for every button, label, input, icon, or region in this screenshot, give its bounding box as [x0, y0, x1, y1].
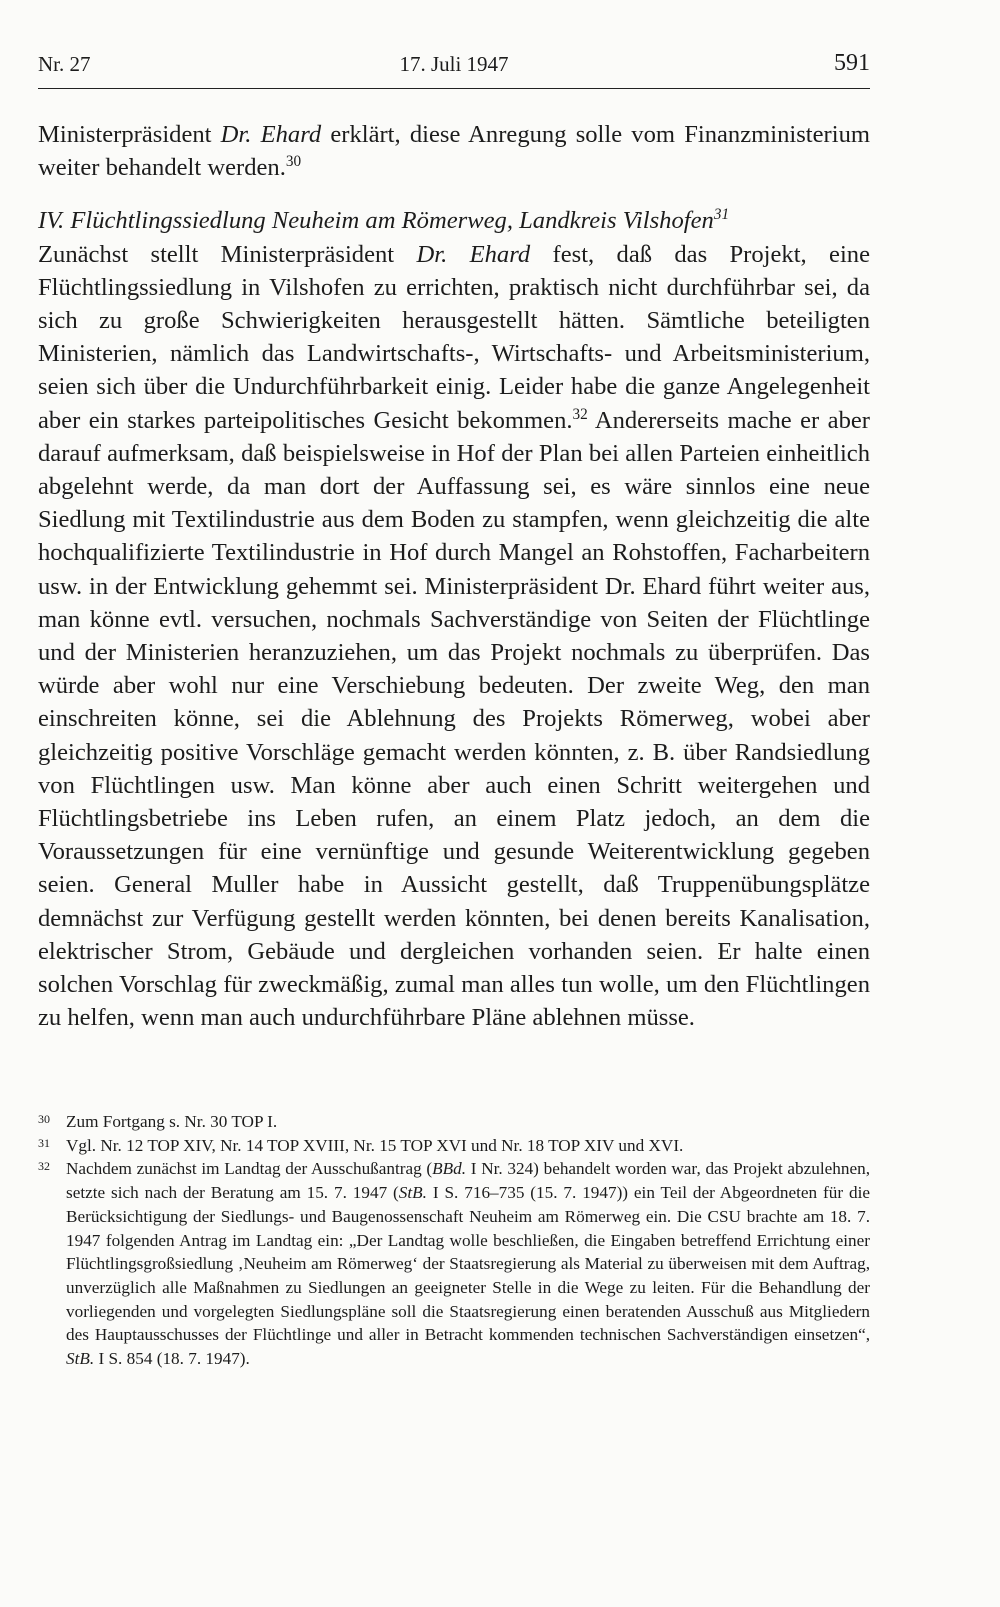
- person-name: Dr. Ehard: [416, 240, 531, 268]
- person-name: Dr. Ehard: [220, 121, 322, 148]
- footnote-text: I Nr. 324) behandelt worden war, das Projekt abzulehnen, setzte sich nach der Beratung am 15. 7. 1947 (: [66, 1159, 870, 1203]
- text-run: erklärt, diese Anregung solle vom Finanzministerium weiter behandelt werden.: [38, 121, 870, 182]
- footnote-ref-30[interactable]: 30: [285, 153, 302, 171]
- document-number: Nr. 27: [38, 52, 91, 76]
- citation-abbrev: BBd.: [432, 1159, 467, 1179]
- footnote-31: [38, 1134, 870, 1158]
- footnote-ref-32[interactable]: 32: [572, 405, 588, 423]
- footnote-text: I S. 716–735 (15. 7. 1947)) ein Teil der Abgeordneten für die Berücksichtigung der Siedlungs- und Baugenossenschaft Neuheim am Römerweg ein. Die CSU brachte am 18. 7. 1947 folgenden Antrag im Landtag ein: „Der Landtag wolle beschließen, die Eingaben betreffend Errichtung einer Flüchtlingsgroßsiedlung ‚Neuheim am Römerweg‘ der Staatsregierung als Material zu überweisen mit dem Auftrag, unverzüglich alle Maßnahmen zu Siedlungen an geeigneter Stelle in die Wege zu leiten. Für die Behandlung der vorliegenden und vorgelegten Siedlungspläne soll die Staatsregierung einen beratenden Ausschuß aus Mitgliedern des Hauptausschusses der Flüchtlinge und aller in Betracht kommenden technischen Sachverständigen einsetzen“,: [66, 1183, 870, 1345]
- footnote-text: Vgl. Nr. 12 TOP XIV, Nr. 14 TOP XVIII, Nr. 15 TOP XVI und Nr. 18 TOP XIV und XVI.: [66, 1135, 684, 1155]
- footnote-text: Nachdem zunächst im Landtag der Ausschußantrag (: [66, 1159, 433, 1179]
- footnote-number: 31: [38, 1135, 50, 1150]
- text-run: Ministerpräsident: [38, 121, 221, 148]
- text-run: Andererseits mache er aber darauf aufmerksam, daß beispielsweise in Hof der Plan bei allen Parteien einheitlich abgelehnt werde, da man dort der Auffassung sei, es wäre sinnlos eine neue Siedlung mit Textilindustrie aus dem Boden zu stampfen, wenn gleichzeitig die alte hochqualifizierte Textilindustrie in Hof durch Mangel an Rohstoffen, Facharbeitern usw. in der Entwicklung gehemmt sei. Ministerpräsident Dr. Ehard führt weiter aus, man könne evtl. versuchen, nochmals Sachverständige von Seiten der Flüchtlinge und der Ministerien heranzuziehen, um das Projekt nochmals zu überprüfen. Das würde aber wohl nur eine Verschiebung bedeuten. Der zweite Weg, den man einschreiten könne, sei die Ablehnung des Projekts Römerweg, wobei aber gleichzeitig positive Vorschläge gemacht werden könnten, z. B. über Randsiedlung von Flüchtlingen usw. Man könne aber auch einen Schritt weitergehen und Flüchtlingsbetriebe ins Leben rufen, an einem Platz jedoch, an dem die Voraussetzungen für eine vernünftige und gesunde Weiterentwicklung gegeben seien. General Muller habe in Aussicht gestellt, daß Truppenübungsplätze demnächst zur Verfügung gestellt werden könnten, bei denen bereits Kanalisation, elektrischer Strom, Gebäude und dergleichen vorhanden seien. Er halte einen solchen Vorschlag für zweckmäßig, zumal man alles tun wolle, um den Flüchtlingen zu helfen, wenn man auch undurchführbare Pläne ablehnen müsse.: [38, 406, 870, 1032]
- footnote-number: 32: [38, 1159, 50, 1174]
- paragraph-1: [38, 118, 870, 184]
- section-heading: [38, 204, 870, 237]
- running-header: [38, 52, 870, 86]
- footnote-ref-31[interactable]: 31: [713, 206, 730, 224]
- text-run: Zunächst stellt Ministerpräsident: [38, 240, 417, 268]
- footnote-30: [38, 1110, 870, 1134]
- footnote-number: 30: [38, 1112, 50, 1126]
- footnotes: [38, 1110, 870, 1371]
- footnote-text: Zum Fortgang s. Nr. 30 TOP I.: [66, 1112, 278, 1131]
- main-text: [38, 118, 870, 1034]
- paragraph-2: [38, 238, 870, 1035]
- header-rule: [38, 88, 870, 89]
- citation-abbrev: StB.: [66, 1349, 95, 1369]
- footnote-32: [38, 1157, 870, 1370]
- section-heading-text: IV. Flüchtlingssiedlung Neuheim am Römerweg, Landkreis Vilshofen: [38, 207, 714, 235]
- page-number: 591: [834, 50, 870, 76]
- header-date: 17. Juli 1947: [399, 52, 509, 76]
- citation-abbrev: StB.: [398, 1183, 427, 1203]
- footnote-text: I S. 854 (18. 7. 1947).: [94, 1349, 250, 1369]
- text-run: fest, daß das Projekt, eine Flüchtlingssiedlung in Vilshofen zu errichten, praktisch nicht durchführbar sei, da sich zu große Schwierigkeiten herausgestellt hätten. Sämtliche beteiligten Ministerien, nämlich das Landwirtschafts-, Wirtschafts- und Arbeitsministerium, seien sich über die Undurchführbarkeit einig. Leider habe die ganze Angelegenheit aber ein starkes parteipolitisches Gesicht bekommen.: [38, 240, 870, 434]
